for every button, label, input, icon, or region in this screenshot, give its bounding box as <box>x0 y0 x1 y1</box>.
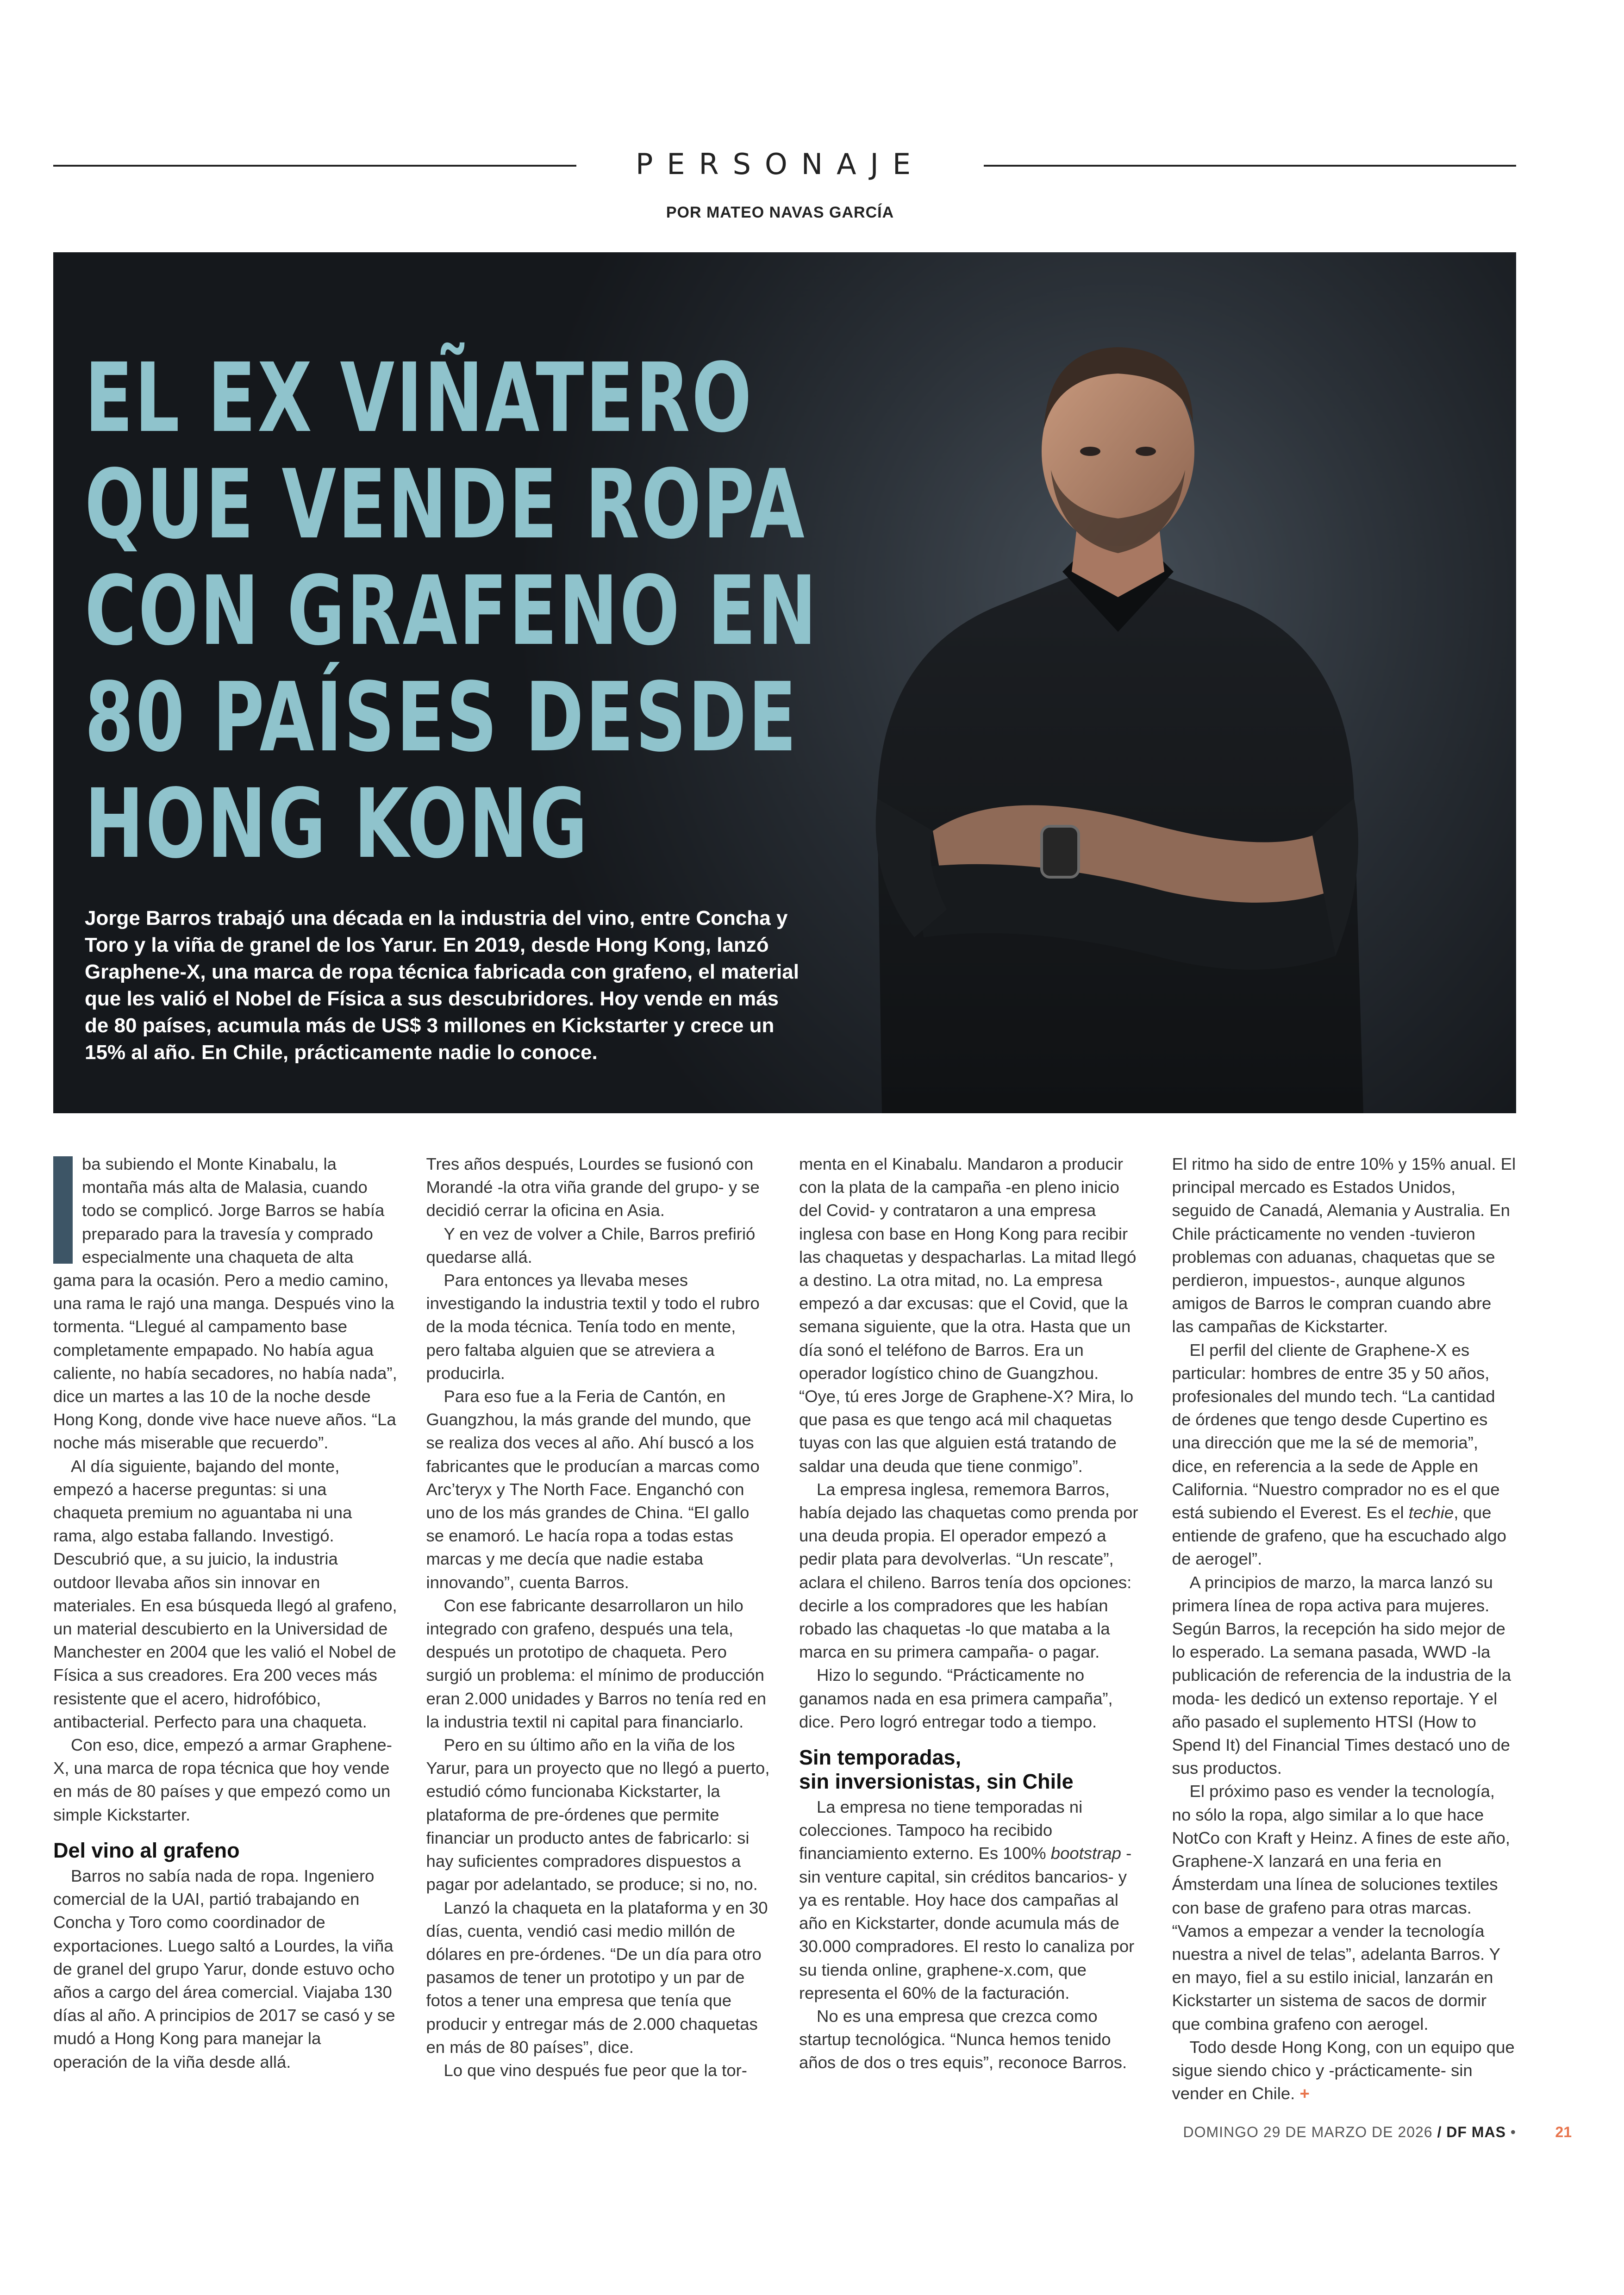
paragraph: El próximo paso es vender la tecnología, no sólo la ropa, algo similar a lo que hace NotCo con Kraft y Heinz. A fines de este año, Graphene-X lanzará en una feria en Ámsterdam una línea de soluciones textiles con base de grafeno para otras marcas. “Vamos a empezar a vender la tecnología nuestra a nivel de telas”, adelanta Barros. Y en mayo, fiel a su estilo inicial, lanzarán en Kickstarter un sistema de sacos de dormir que combina grafeno con aerogel. <box>1172 1782 1510 2033</box>
paragraph: Lo que vino después fue peor que la tor- <box>443 2060 747 2080</box>
paragraph: menta en el Kinabalu. Mandaron a producir con la plata de la campaña -en pleno inicio del Covid- y contrataron a una empresa inglesa con base en Hong Kong para recibir las chaquetas y despacharlas. La mitad llegó a destino. La otra mitad, no. La empresa empezó a dar excusas: que el Covid, que la semana siguiente, que la otra. Hasta que un día sonó el teléfono de Barros. Era un operador logístico chino de Guangzhou. “Oye, tú eres Jorge de Graphene-X? Mira, lo que pasa es que tengo acá mil chaquetas tuyas con las que alguien está tratando de saldar una deuda que tiene conmigo”. <box>799 1154 1137 1476</box>
page-footer <box>1183 2124 1516 2141</box>
footer-bullet: • <box>1510 2124 1516 2140</box>
paragraph: Hizo lo segundo. “Prácticamente no ganamos nada en esa primera campaña”, dice. Pero logró entregar todo a tiempo. <box>799 1665 1113 1731</box>
lead-text: ba subiendo el Monte Kinabalu, la montaña más alta de Malasia, cuando todo se complicó. Jorge Barros se había preparado para la travesía y comprado especialmente una chaqueta de alta gama para la ocasión. Pero a medio camino, una rama le rajó una manga. Después vino la tormenta. “Llegué al campamento base completamente empapado. No había agua caliente, no había secadores, no había nada”, dice un martes a las 10 de la noche desde Hong Kong, donde vive hace nueve años. “La noche más miserable que recuerdo”. <box>53 1154 397 1453</box>
paragraph-lead <box>53 1153 398 1455</box>
paragraph: Tres años después, Lourdes se fusionó con Morandé -la otra viña grande del grupo- y se decidió cerrar la oficina en Asia. <box>426 1154 760 1220</box>
subhead-line-2: sin inversionistas, sin Chile <box>799 1770 1074 1794</box>
emphasis: techie <box>1408 1503 1454 1522</box>
headline-line-4: 80 PAÍSES DESDE <box>85 662 799 773</box>
section-label: PERSONAJE <box>635 147 925 181</box>
issue-date: DOMINGO 29 DE MARZO DE 2026 <box>1183 2124 1433 2140</box>
subhead-del-vino: Del vino al grafeno <box>53 1838 240 1862</box>
paragraph: Pero en su último año en la viña de los Yarur, para un proyecto que no llegó a puerto, estudió cómo funcionaba Kickstarter, la plataforma de pre-órdenes que permite financiar un producto antes de fabricarlo: si hay suficientes compradores dispuestos a pagar por adelantado, se produce; si no, no. <box>426 1735 770 1894</box>
paragraph: Con ese fabricante desarrollaron un hilo integrado con grafeno, después una tela, después un prototipo de chaqueta. Pero surgió un problema: el mínimo de producción eran 2.000 unidades y Barros no tenía red en la industria textil ni capital para financiarlo. <box>426 1596 767 1731</box>
text-run: , que entiende de grafeno, que ha escuchado algo de aerogel”. <box>1172 1503 1506 1569</box>
text-run: La empresa no tiene temporadas ni colecciones. Tampoco ha recibido financiamiento externo. Es 100% <box>799 1797 1083 1863</box>
footer-separator: / <box>1437 2124 1442 2140</box>
headline-line-5: HONG KONG <box>85 768 589 879</box>
paragraph: El ritmo ha sido de entre 10% y 15% anual. El principal mercado es Estados Unidos, seguido de Canadá, Alemania y Australia. En Chile prácticamente no venden -tuvieron problemas con aduanas, chaquetas que se perdieron, impuestos-, aunque algunos amigos de Barros le compran cuando abre las campañas de Kickstarter. <box>1172 1154 1516 1336</box>
text-run: Todo desde Hong Kong, con un equipo que sigue siendo chico y -prácticamente- sin vender en Chile. <box>1172 2037 1515 2103</box>
column-4 <box>1172 1153 1517 2106</box>
article-body <box>53 1153 1516 2106</box>
paragraph: Al día siguiente, bajando del monte, empezó a hacerse preguntas: si una chaqueta premium no aguantaba ni una rama, algo estaba fallando. Investigó. Descubrió que, a su juicio, la industria outdoor llevaba años sin innovar en materiales. En esa búsqueda llegó al grafeno, un material descubierto en la Universidad de Manchester en 2004 que les valió el Nobel de Física a sus creadores. Era 200 veces más resistente que el acero, hidrofóbico, antibacterial. Perfecto para una chaqueta. <box>53 1456 397 1731</box>
paragraph <box>1172 2036 1517 2106</box>
headline-line-3: CON GRAFENO EN <box>85 555 818 667</box>
paragraph: Lanzó la chaqueta en la plataforma y en 30 días, cuenta, vendió casi medio millón de dólares en pre-órdenes. “De un día para otro pasamos de tener un prototipo y un par de fotos a tener una empresa que tenía que producir y entregar más de 2.000 chaquetas en más de 80 países”, dice. <box>426 1898 768 2057</box>
header-rule-right <box>984 165 1516 167</box>
paragraph: No es una empresa que crezca como startup tecnológica. “Nunca hemos tenido años de dos o tres equis”, reconoce Barros. <box>799 2006 1127 2072</box>
paragraph: Para entonces ya llevaba meses investigando la industria textil y todo el rubro de la moda técnica. Tenía todo en mente, pero faltaba alguien que se atreviera a producirla. <box>426 1271 760 1383</box>
hero-photo <box>53 252 1516 1113</box>
headline <box>85 343 818 879</box>
headline-line-1: EL EX VIÑATERO <box>85 343 754 454</box>
paragraph <box>1172 1339 1517 1571</box>
drop-cap <box>53 1156 73 1264</box>
paragraph: A principios de marzo, la marca lanzó su primera línea de ropa activa para mujeres. Según Barros, la recepción ha sido mejor de lo esperado. La semana pasada, WWD -la publicación de referencia de la industria de la moda- les dedicó un extenso reportaje. Y el año pasado el suplemento HTSI (How to Spend It) del Financial Times destacó uno de sus productos. <box>1172 1572 1511 1778</box>
paragraph: Con eso, dice, empezó a armar Graphene-X, una marca de ropa técnica que hoy vende en más de 80 países y que empezó como un simple Kickstarter. <box>53 1735 392 1824</box>
paragraph: La empresa inglesa, rememora Barros, había dejado las chaquetas como prenda por una deuda propia. El operador empezó a pedir plata para devolverlas. “Un rescate”, aclara el chileno. Barros tenía dos opciones: decirle a los compradores que les habían robado las chaquetas -lo que mataba a la marca en su primera campaña- o pagar. <box>799 1479 1138 1662</box>
column-3 <box>799 1153 1143 2106</box>
header-rule-left <box>53 165 576 167</box>
page-number: 21 <box>1555 2124 1572 2140</box>
headline-line-2: QUE VENDE ROPA <box>85 449 806 560</box>
publication-name: DF MAS <box>1446 2124 1506 2140</box>
column-1 <box>53 1153 398 2106</box>
paragraph: Y en vez de volver a Chile, Barros prefirió quedarse allá. <box>426 1224 756 1266</box>
paragraph <box>799 1796 1143 2005</box>
paragraph: Para eso fue a la Feria de Cantón, en Guangzhou, la más grande del mundo, que se realiza dos veces al año. Ahí buscó a los fabricantes que le producían a marcas como Arc’teryx y The North Face. Enganchó con uno de los más grandes de China. “El gallo se enamoró. Le hacía ropa a todas estas marcas y me decía que nadie estaba innovando”, cuenta Barros. <box>426 1387 760 1592</box>
text-run: El perfil del cliente de Graphene-X es particular: hombres de entre 35 y 50 años, profesionales del mundo tech. “La cantidad de órdenes que tengo desde Cupertino es una dirección que me la sé de memoria”, dice, en referencia a la sede de Apple en California. “Nuestro comprador no es el que está subiendo el Everest. Es el <box>1172 1340 1500 1522</box>
emphasis: bootstrap <box>1050 1844 1121 1863</box>
subhead-sin-temporadas <box>799 1746 1143 1794</box>
byline: POR MATEO NAVAS GARCÍA <box>666 204 894 221</box>
dek: Jorge Barros trabajó una década en la industria del vino, entre Concha y Toro y la viña de granel de los Yarur. En 2019, desde Hong Kong, lanzó Graphene-X, una marca de ropa técnica fabricada con grafeno, el material que les valió el Nobel de Física a sus descubridores. Hoy vende en más de 80 países, acumula más de US$ 3 millones en Kickstarter y crece un 15% al año. En Chile, prácticamente nadie lo conoce. <box>85 907 799 1064</box>
text-run: -sin venture capital, sin créditos bancarios- y ya es rentable. Hoy hace dos campañas al año en Kickstarter, donde acumula más de 30.000 compradores. El resto lo canaliza por su tienda online, graphene-x.com, que representa el 60% de la facturación. <box>799 1844 1135 2002</box>
paragraph: Barros no sabía nada de ropa. Ingeniero comercial de la UAI, partió trabajando en Concha y Toro como coordinador de exportaciones. Luego saltó a Lourdes, la viña de granel del grupo Yarur, donde estuvo ocho años a cargo del área comercial. Viajaba 130 días al año. A principios de 2017 se casó y se mudó a Hong Kong para manejar la operación de la viña desde allá. <box>53 1866 395 2071</box>
column-2 <box>426 1153 771 2106</box>
subhead-line-1: Sin temporadas, <box>799 1746 962 1770</box>
end-mark: + <box>1299 2084 1310 2103</box>
